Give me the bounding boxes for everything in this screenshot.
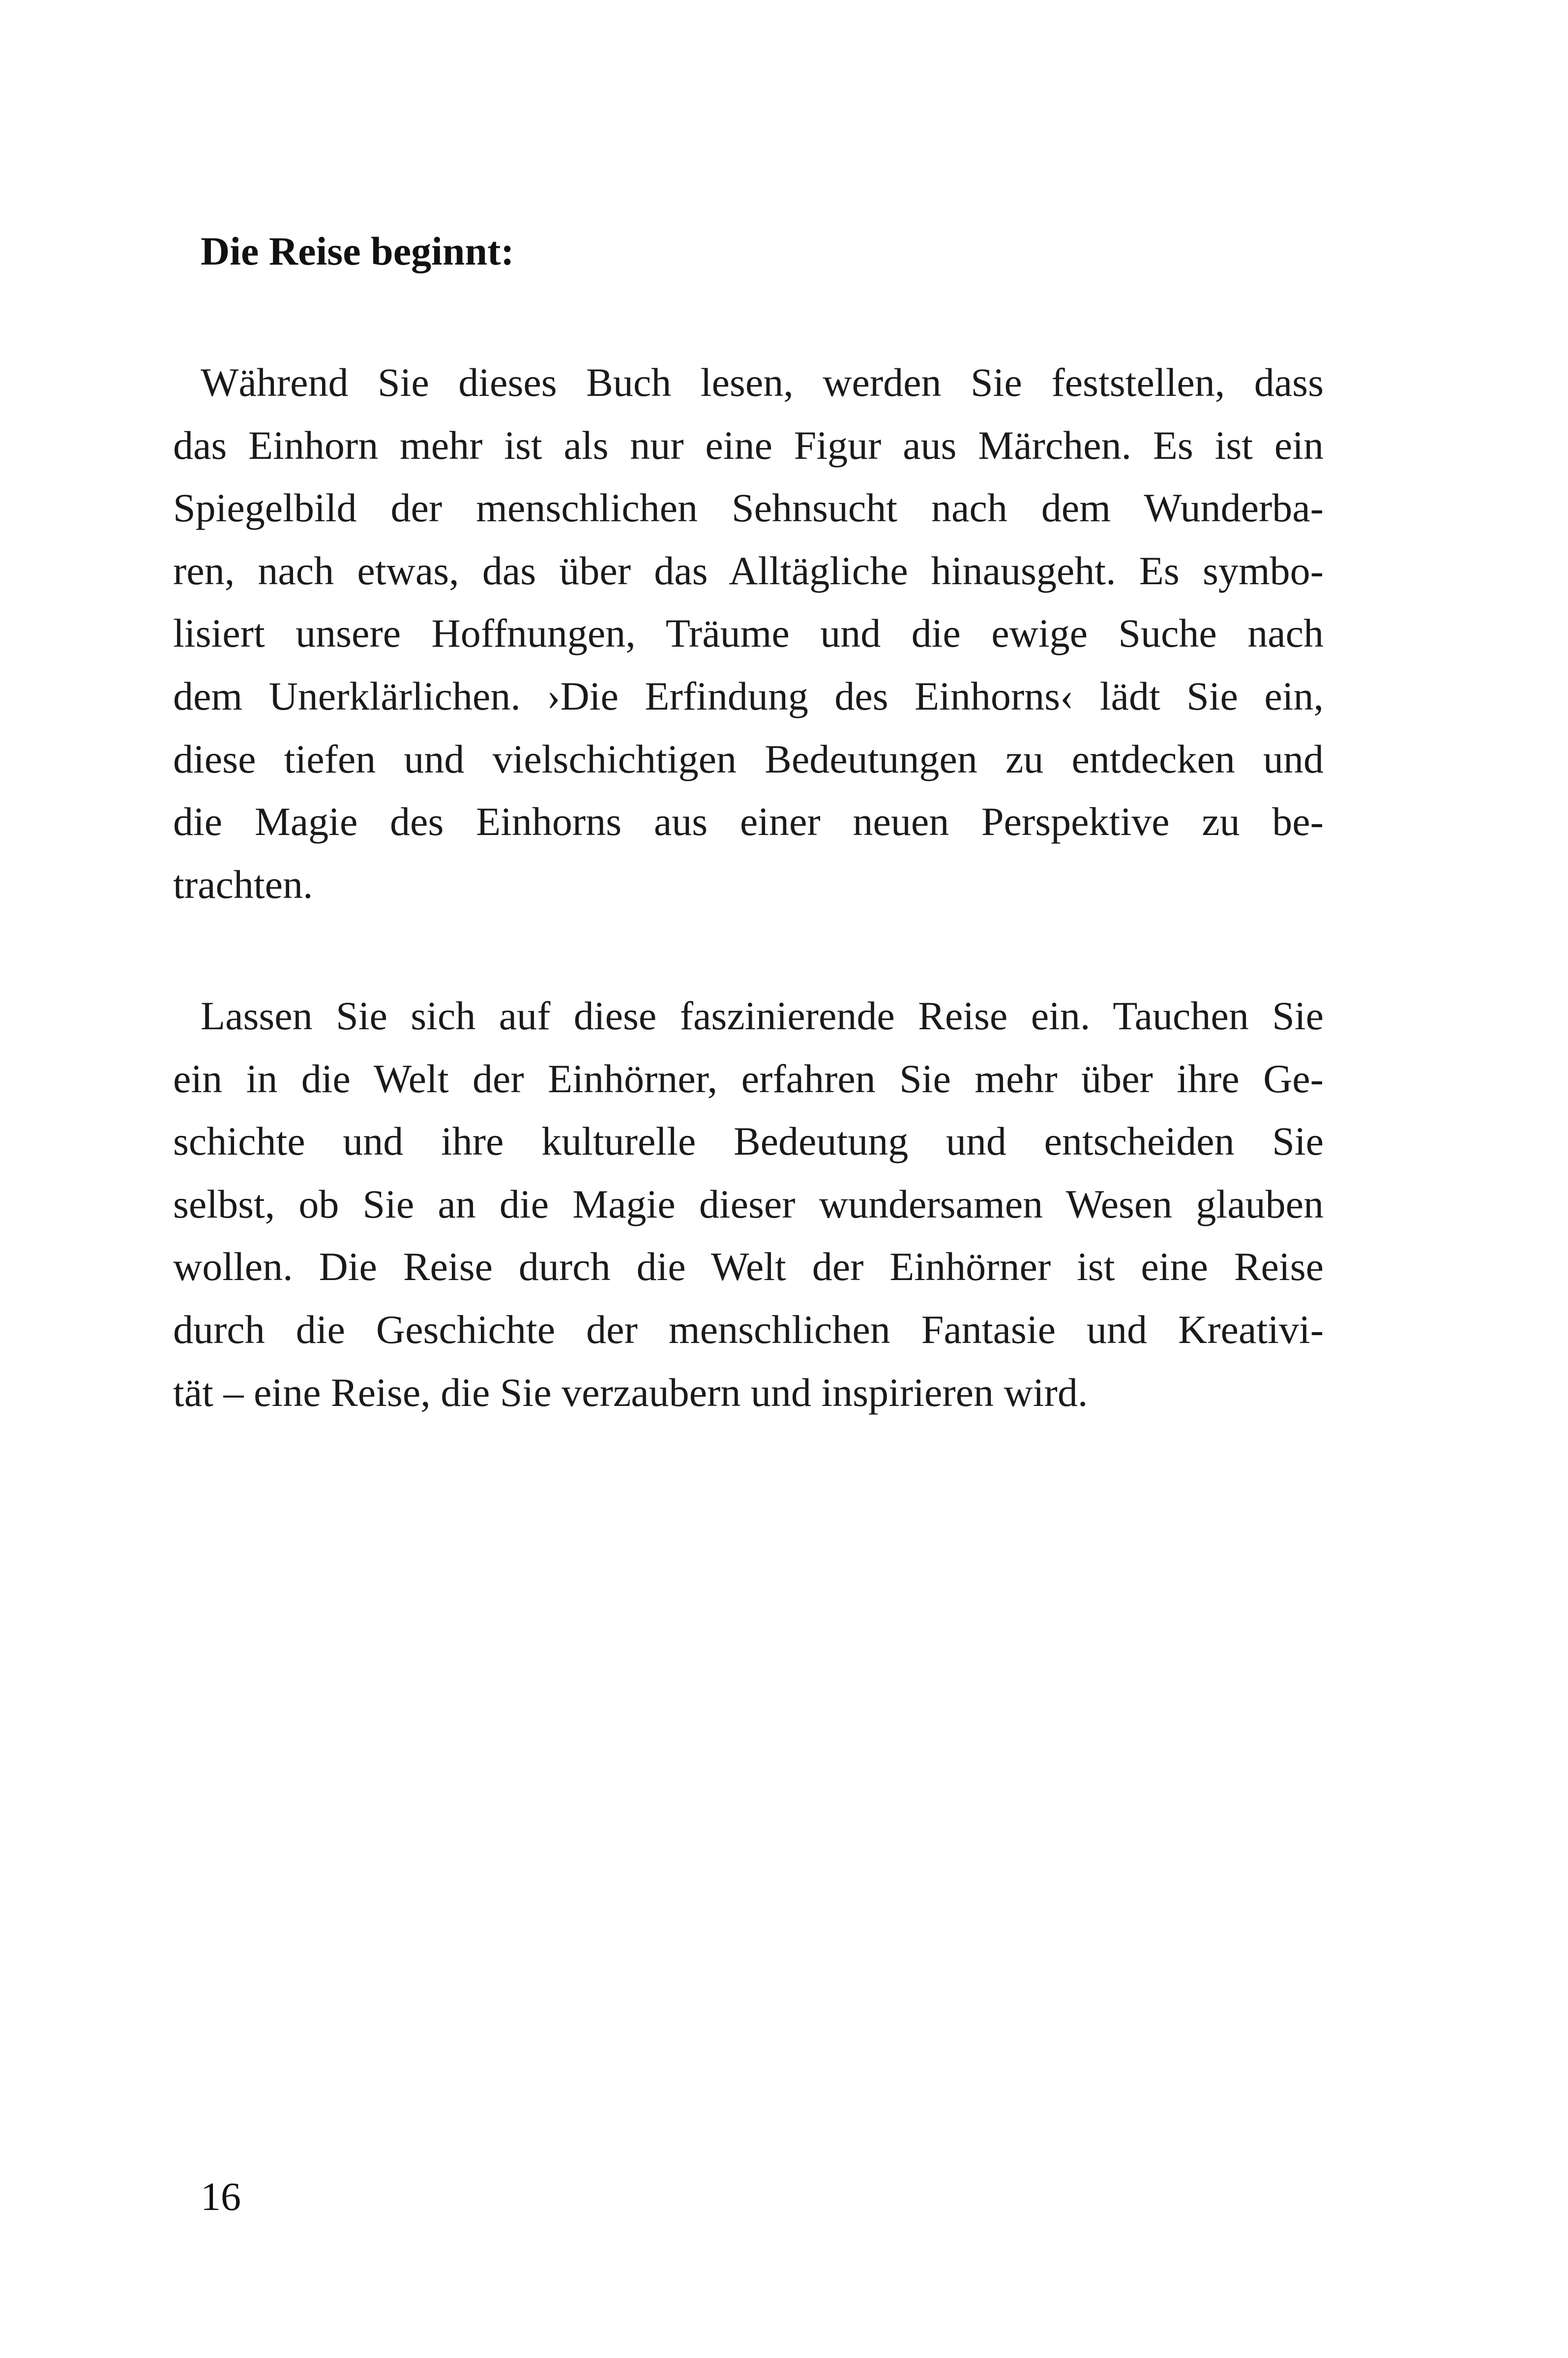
paragraph-line: die Magie des Einhorns aus einer neuen Perspektive zu be- [173,799,1324,844]
paragraph-line: das Einhorn mehr ist als nur eine Figur aus Märchen. Es ist ein [173,422,1324,468]
section-heading: Die Reise beginnt: [201,229,514,273]
paragraph-line: tät – eine Reise, die Sie verzaubern und inspirieren wird. [173,1370,1088,1415]
paragraph-line: schichte und ihre kulturelle Bedeutung und entscheiden Sie [173,1119,1324,1164]
paragraph-2 [173,985,1324,1424]
paragraph-line: lisiert unsere Hoffnungen, Träume und die ewige Suche nach [173,611,1324,656]
page-number: 16 [201,2174,241,2219]
paragraph-line: Lassen Sie sich auf diese faszinierende Reise ein. Tauchen Sie [201,993,1324,1038]
paragraph-1 [173,351,1324,916]
paragraph-line: Spiegelbild der menschlichen Sehnsucht nach dem Wunderba- [173,485,1324,531]
paragraph-line: Während Sie dieses Buch lesen, werden Sie feststellen, dass [201,360,1324,405]
paragraph-line: dem Unerklärlichen. ›Die Erfindung des Einhorns‹ lädt Sie ein, [173,673,1324,718]
paragraph-line: trachten. [173,862,313,907]
paragraph-line: durch die Geschichte der menschlichen Fantasie und Kreativi- [173,1307,1324,1352]
paragraph-line: diese tiefen und vielschichtigen Bedeutungen zu entdecken und [173,736,1324,781]
paragraph-line: ein in die Welt der Einhörner, erfahren Sie mehr über ihre Ge- [173,1056,1324,1101]
paragraph-line: wollen. Die Reise durch die Welt der Einhörner ist eine Reise [173,1244,1324,1289]
paragraph-line: ren, nach etwas, das über das Alltägliche hinausgeht. Es symbo- [173,548,1324,593]
paragraph-line: selbst, ob Sie an die Magie dieser wundersamen Wesen glauben [173,1181,1324,1226]
